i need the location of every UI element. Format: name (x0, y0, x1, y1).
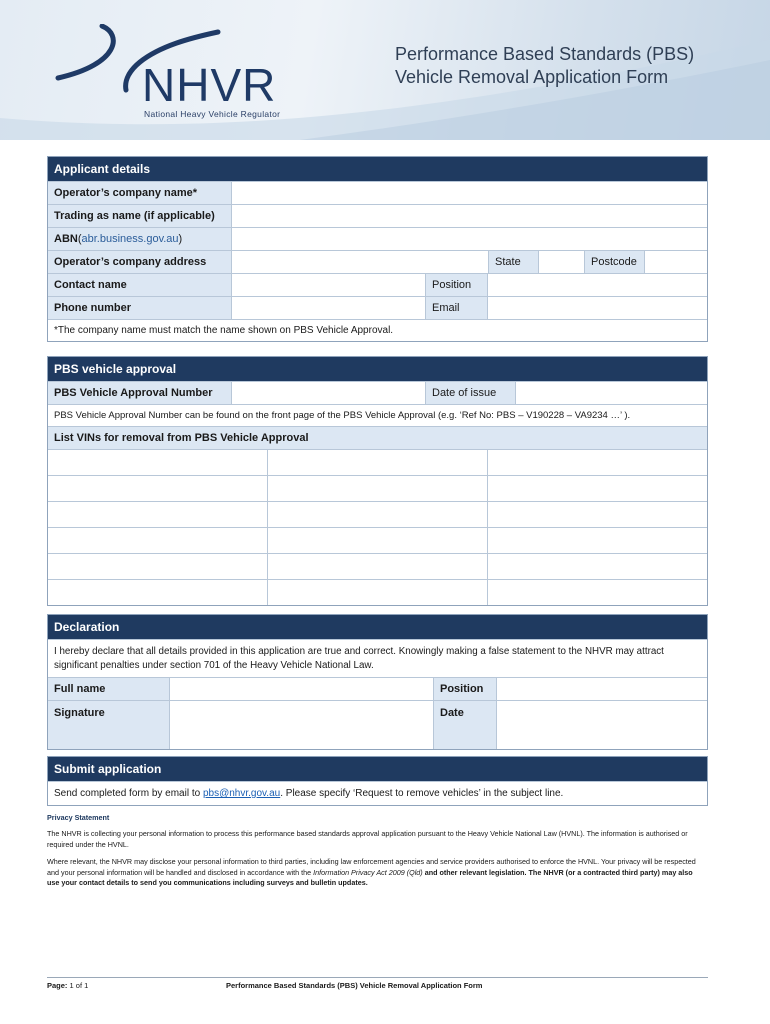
trading-as-input[interactable] (231, 205, 707, 227)
postcode-input[interactable] (644, 251, 707, 273)
privacy-heading: Privacy Statement (47, 813, 110, 822)
privacy-act-name: Information Privacy Act 2009 (Qld) (313, 867, 423, 877)
address-input[interactable] (231, 251, 488, 273)
vin-input[interactable] (48, 449, 268, 475)
contact-name-input[interactable] (231, 274, 425, 296)
company-name-input[interactable] (231, 182, 707, 204)
applicant-details-heading: Applicant details (48, 157, 707, 181)
vin-input[interactable] (48, 527, 268, 553)
full-name-input[interactable] (169, 678, 433, 700)
footer-divider (47, 977, 708, 978)
submit-heading: Submit application (48, 757, 707, 781)
state-label: State (488, 251, 538, 273)
contact-position-label: Position (425, 274, 487, 296)
declaration-date-input[interactable] (496, 701, 707, 749)
contact-name-label: Contact name (48, 274, 231, 296)
vin-input[interactable] (48, 475, 268, 501)
signature-label: Signature (48, 701, 169, 749)
footer-page (47, 981, 88, 990)
vin-input[interactable] (268, 475, 488, 501)
contact-position-input[interactable] (487, 274, 707, 296)
footer-page-value: 1 of 1 (67, 981, 89, 990)
state-input[interactable] (538, 251, 584, 273)
approval-note: PBS Vehicle Approval Number can be found on the front page of the PBS Vehicle Approval (e.g. ‘Ref No: PBS – V190228 – VA9234 …’ ). (48, 405, 707, 426)
email-label: Email (425, 297, 487, 319)
privacy-paragraph-2 (47, 857, 707, 889)
phone-row (48, 296, 707, 319)
phone-label: Phone number (48, 297, 231, 319)
declaration-section (47, 614, 708, 750)
signature-row (48, 700, 707, 749)
page-header (0, 0, 770, 140)
logo-subtitle: National Heavy Vehicle Regulator (144, 109, 281, 119)
footer-doc-title: Performance Based Standards (PBS) Vehicle Removal Application Form (226, 981, 483, 990)
form-title-line2: Vehicle Removal Application Form (395, 67, 669, 87)
vin-input[interactable] (48, 553, 268, 579)
approval-number-row (48, 381, 707, 404)
privacy-paragraph-1: The NHVR is collecting your personal information to process this performance based standards approval application pursuant to the Heavy Vehicle National Law (HVNL). The information is authorised or required under the HVNL. (47, 829, 688, 849)
submit-text (48, 782, 707, 805)
email-input[interactable] (487, 297, 707, 319)
full-name-label: Full name (48, 678, 169, 700)
privacy-paragraph-2b: and other relevant legislation. The NHVR (or a contracted third party) may also use your contact details to send you communications including surveys and bulletin updates. (47, 867, 693, 887)
submit-email-link[interactable]: pbs@nhvr.gov.au (202, 788, 281, 799)
contact-row (48, 273, 707, 296)
vin-input[interactable] (268, 579, 488, 605)
abn-link-close: ) (178, 233, 183, 245)
date-of-issue-input[interactable] (515, 382, 707, 404)
form-title-line1: Performance Based Standards (PBS) (395, 44, 695, 64)
abn-row (48, 227, 707, 250)
phone-input[interactable] (231, 297, 425, 319)
pbs-approval-heading: PBS vehicle approval (48, 357, 707, 381)
vin-input[interactable] (268, 449, 488, 475)
address-label: Operator’s company address (48, 251, 231, 273)
abn-link-open: ( (77, 233, 82, 245)
footer-page-label: Page: (47, 981, 68, 990)
trading-as-label: Trading as name (if applicable) (48, 205, 231, 227)
approval-number-label: PBS Vehicle Approval Number (48, 382, 231, 404)
vin-input[interactable] (268, 501, 488, 527)
company-name-note: *The company name must match the name shown on PBS Vehicle Approval. (48, 320, 707, 341)
declaration-text: I hereby declare that all details provided in this application are true and correct. Knowingly making a false statement to the NHVR may attract significant penalties under section 701 of the Heavy Vehicle National Law. (48, 640, 707, 677)
approval-number-input[interactable] (231, 382, 425, 404)
vin-input[interactable] (488, 527, 707, 553)
abn-link[interactable]: abr.business.gov.au (81, 233, 179, 245)
vin-input[interactable] (268, 553, 488, 579)
abn-label: ABN (54, 233, 78, 245)
declaration-date-label: Date (433, 701, 496, 749)
company-name-row (48, 181, 707, 204)
vin-input[interactable] (488, 579, 707, 605)
vin-input[interactable] (48, 501, 268, 527)
declaration-heading: Declaration (48, 615, 707, 639)
logo-wordmark: NHVR (142, 59, 277, 111)
privacy-paragraph-2a: Where relevant, the NHVR may disclose your personal information to third parties, including law enforcement agencies and service providers authorised to enforce the HVNL. Your privacy will be respected and your personal information will be handled and disclosed in accordance with the (47, 857, 696, 877)
postcode-label: Postcode (584, 251, 644, 273)
vin-input[interactable] (268, 527, 488, 553)
submit-section (47, 756, 708, 806)
pbs-approval-section (47, 356, 708, 606)
abn-label-cell (48, 228, 231, 250)
vin-input[interactable] (488, 501, 707, 527)
vin-input[interactable] (488, 449, 707, 475)
abn-input[interactable] (231, 228, 707, 250)
vin-input[interactable] (488, 475, 707, 501)
submit-text-before: Send completed form by email to (54, 788, 201, 799)
vin-input[interactable] (488, 553, 707, 579)
vins-label: List VINs for removal from PBS Vehicle Approval (48, 427, 707, 449)
vins-label-row (48, 426, 707, 449)
declaration-position-label: Position (433, 678, 496, 700)
signature-input[interactable] (169, 701, 433, 749)
declaration-text-row (48, 639, 707, 677)
date-of-issue-label: Date of issue (425, 382, 515, 404)
submit-text-row (48, 781, 707, 805)
trading-as-row (48, 204, 707, 227)
declaration-position-input[interactable] (496, 678, 707, 700)
full-name-row (48, 677, 707, 700)
applicant-details-section (47, 156, 708, 342)
approval-note-row (48, 404, 707, 426)
address-row (48, 250, 707, 273)
company-name-note-row (48, 319, 707, 341)
vin-grid (48, 449, 707, 605)
company-name-label: Operator’s company name* (48, 182, 231, 204)
vin-input[interactable] (48, 579, 268, 605)
submit-text-after: . Please specify ‘Request to remove vehicles’ in the subject line. (280, 788, 564, 799)
